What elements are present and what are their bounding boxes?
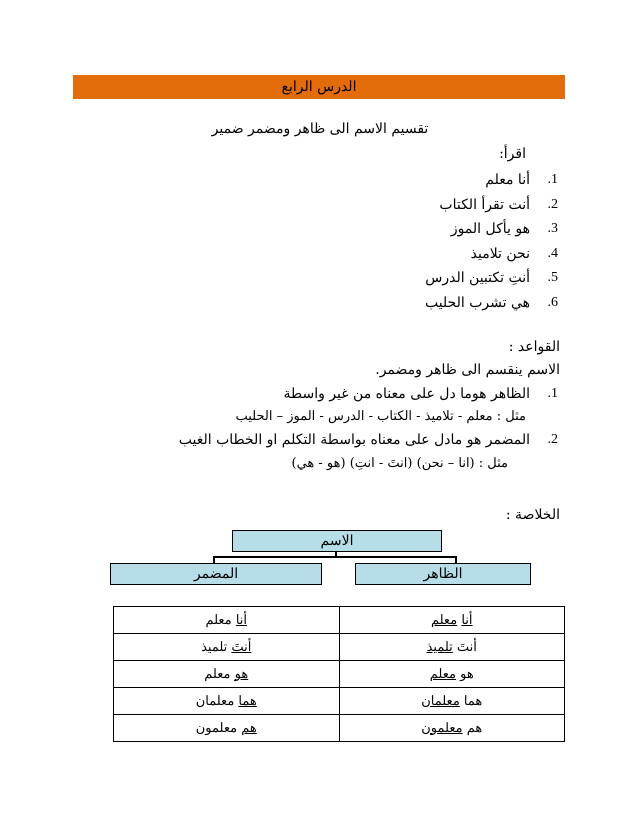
rule-number: 2. [547, 432, 558, 447]
example-item [258, 266, 558, 291]
tree-branch-pronoun: المضمر [110, 563, 322, 585]
example-text: نحن تلاميذ [470, 245, 530, 262]
noun: معلمان [195, 693, 235, 709]
tree-root-box: الاسم [232, 530, 442, 552]
table-cell [114, 607, 340, 634]
table-row [114, 634, 565, 661]
example-item [258, 291, 558, 316]
rule-text: الظاهر هوما دل على معناه من غير واسطة [283, 386, 530, 402]
noun: تلميذ [426, 639, 453, 655]
pronoun: أنتَ [456, 639, 477, 655]
example-text: هي تشرب الحليب [424, 294, 530, 311]
pronoun: أنا [461, 612, 473, 628]
rules-intro: الاسم ينقسم الى ظاهر ومضمر. [375, 362, 560, 378]
rule-2-example: مثل : (انا – نحن) (انتَ - انتِ) (هو - هي) [291, 456, 508, 471]
noun: معلم [430, 612, 458, 628]
lesson-title: الدرس الرابع [281, 79, 357, 95]
table-row [114, 607, 565, 634]
noun: معلمون [195, 720, 238, 736]
table-cell [114, 661, 340, 688]
table-row [114, 715, 565, 742]
example-number: 6. [547, 294, 558, 310]
lesson-subtitle: تقسيم الاسم الى ظاهر ومضمر ضمير [211, 121, 429, 137]
example-item [258, 217, 558, 242]
noun: معلمون [421, 720, 463, 736]
example-number: 4. [547, 245, 558, 261]
example-item [258, 193, 558, 218]
rule-number: 1. [547, 386, 558, 401]
rule-2 [179, 432, 558, 448]
table-cell [339, 688, 565, 715]
example-item [258, 168, 558, 193]
table-row [114, 661, 565, 688]
noun: تلميذ [201, 639, 228, 655]
table-cell [339, 634, 565, 661]
table-cell [339, 661, 565, 688]
noun: معلم [205, 612, 232, 628]
table-cell [114, 688, 340, 715]
example-item [258, 242, 558, 267]
table-cell [339, 715, 565, 742]
table-cell [114, 715, 340, 742]
summary-label: الخلاصة : [505, 507, 560, 523]
noun: معلم [429, 666, 456, 682]
pronoun: هما [238, 693, 257, 709]
pronoun: أنتَ [231, 639, 252, 655]
summary-table [113, 606, 565, 742]
rule-1-example: مثل : معلم - تلاميذ - الكتاب - الدرس - الموز – الحليب [235, 409, 526, 424]
tree-branch-explicit: الظاهر [355, 563, 531, 585]
example-list [258, 168, 558, 315]
noun: معلم [204, 666, 231, 682]
tree-connector-horizontal [213, 556, 457, 558]
rules-label: القواعد : [508, 339, 560, 355]
pronoun: هم [466, 720, 483, 736]
rule-1 [284, 386, 558, 402]
table-row [114, 688, 565, 715]
example-number: 5. [547, 270, 558, 286]
example-number: 1. [547, 172, 558, 188]
example-number: 3. [547, 221, 558, 237]
example-number: 2. [547, 196, 558, 212]
pronoun: هو [460, 666, 474, 682]
lesson-title-banner [73, 75, 565, 99]
pronoun: هو [234, 666, 249, 682]
pronoun: أنا [235, 612, 248, 628]
read-label: اقرأ: [499, 146, 526, 162]
table-cell [114, 634, 340, 661]
pronoun: هم [241, 720, 257, 736]
rule-text: المضمر هو مادل على معناه بواسطة التكلم او الخطاب الغيب [178, 432, 530, 448]
example-text: أنا معلم [485, 172, 530, 189]
noun: معلمان [421, 693, 460, 709]
example-text: أنت تقرأ الكتاب [439, 196, 530, 213]
pronoun: هما [463, 693, 483, 709]
table-cell [339, 607, 565, 634]
example-text: أنتِ تكتبين الدرس [425, 270, 530, 287]
example-text: هو يأكل الموز [450, 221, 530, 238]
